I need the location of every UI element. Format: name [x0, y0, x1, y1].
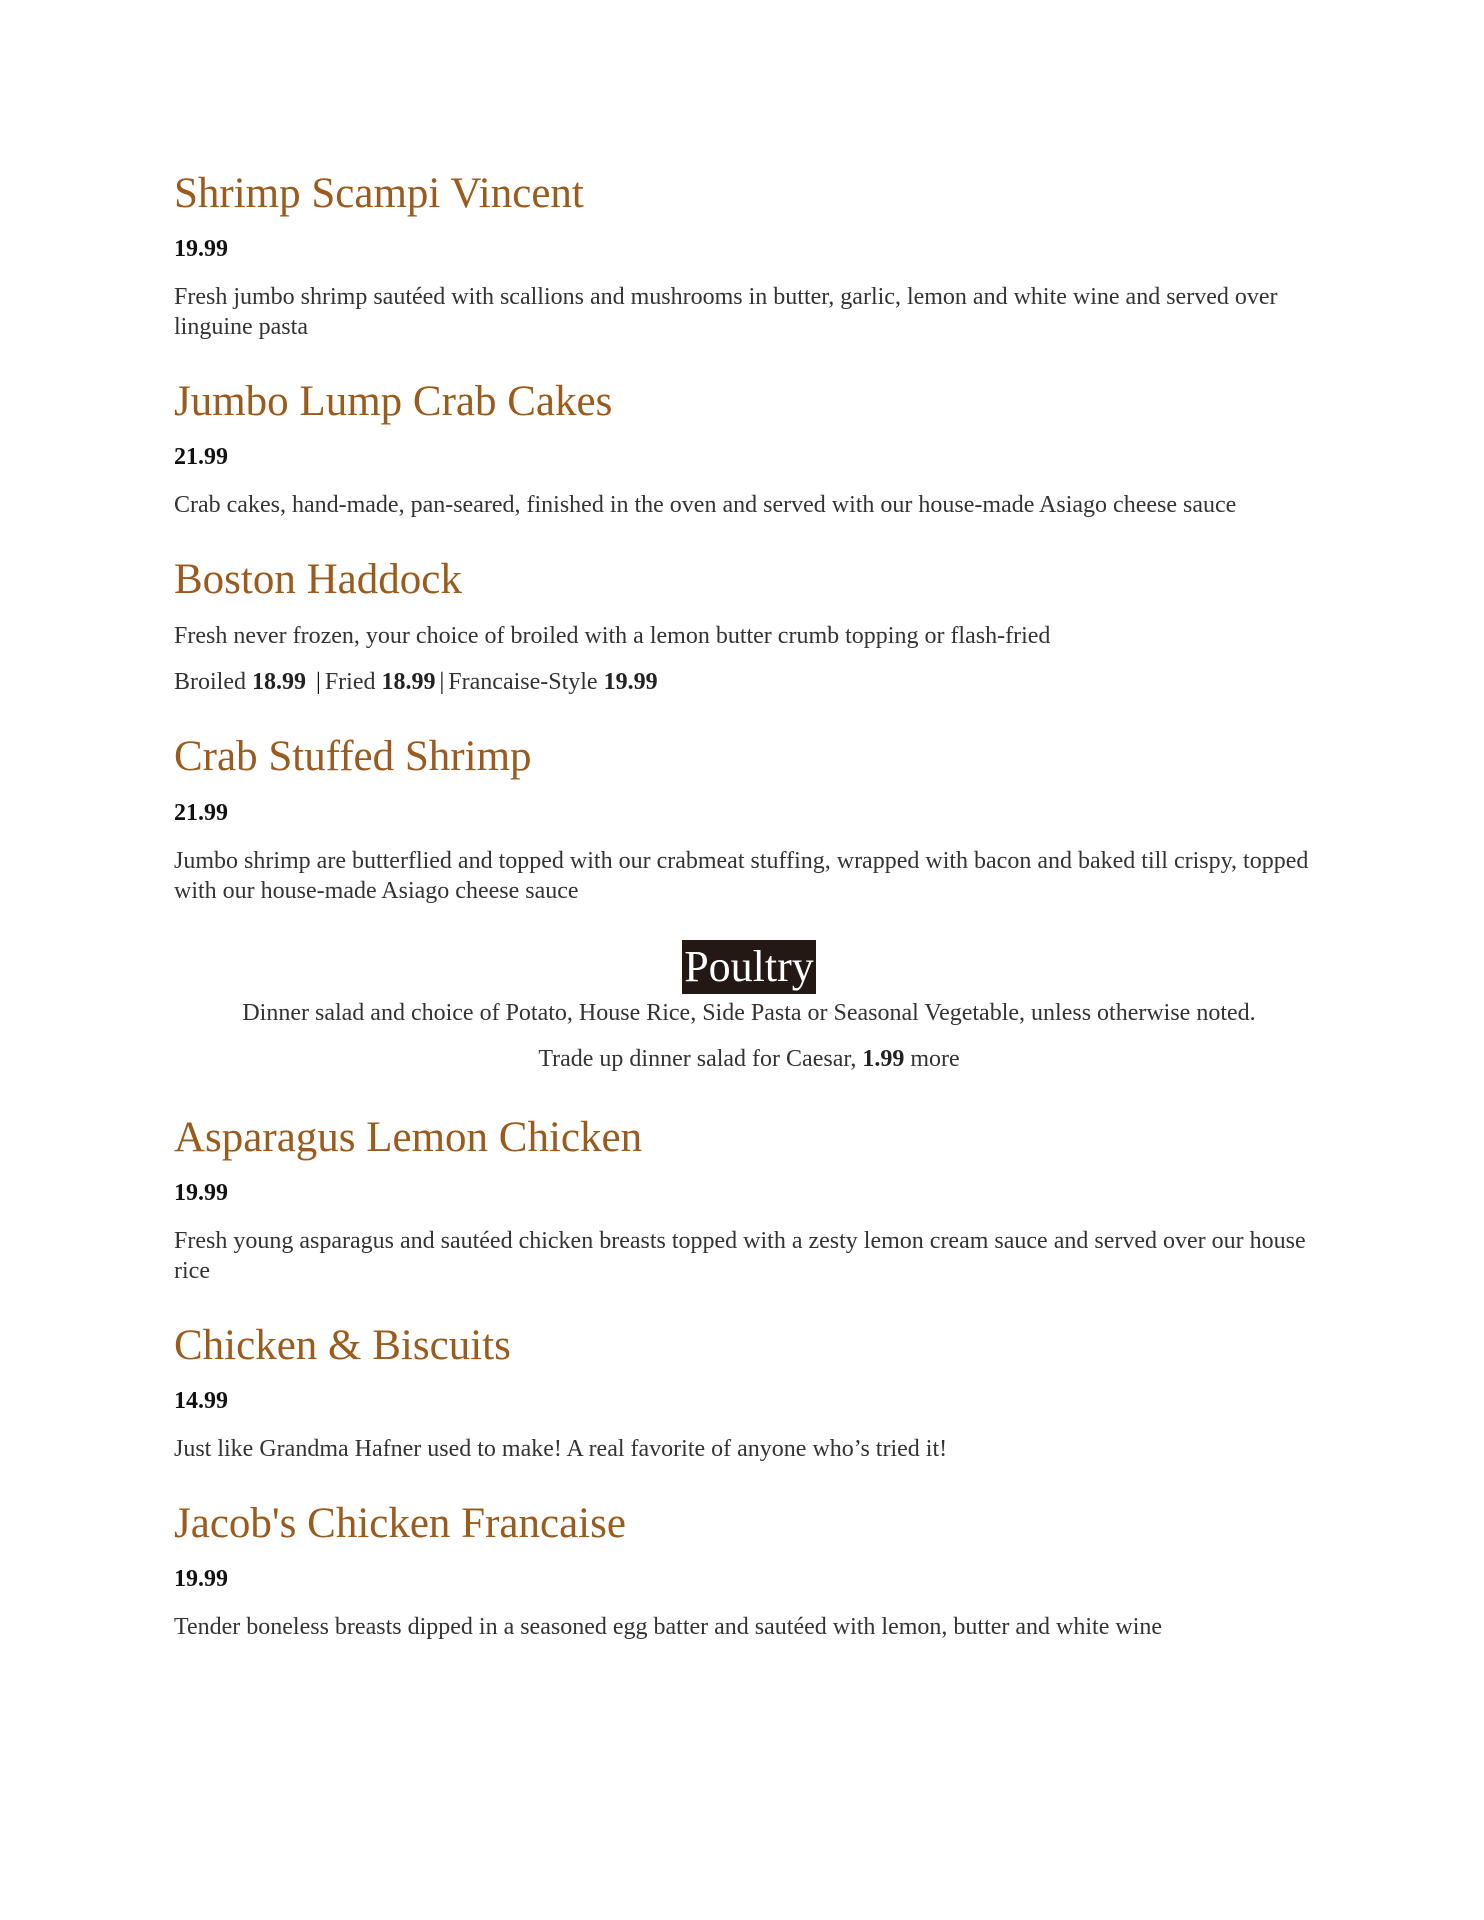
option-label-broiled: Broiled	[174, 669, 246, 696]
section-note: Dinner salad and choice of Potato, House Rice, Side Pasta or Seasonal Vegetable, unless otherwise noted.	[242, 999, 1256, 1026]
price-separator: |	[439, 669, 445, 696]
dish-description: Tender boneless breasts dipped in a seasoned egg batter and sautéed with lemon, butter and white wine	[174, 1613, 1163, 1640]
tradeup-price: 1.99	[862, 1045, 905, 1072]
option-price-francaise: 19.99	[603, 669, 658, 696]
dish-description: Fresh young asparagus and sautéed chicken breasts topped with a zesty lemon cream sauce and served over our house rice	[174, 1227, 1306, 1284]
tradeup-prefix: Trade up dinner salad for Caesar,	[538, 1045, 857, 1072]
dish-description: Fresh jumbo shrimp sautéed with scallions and mushrooms in butter, garlic, lemon and white wine and served over linguine pasta	[174, 284, 1278, 341]
dish-title: Shrimp Scampi Vincent	[174, 170, 584, 217]
tradeup-suffix: more	[910, 1045, 960, 1072]
menu-item-boston-haddock	[174, 556, 1324, 697]
menu-item-chicken-biscuits	[174, 1322, 1324, 1464]
menu-item-asparagus-lemon-chicken	[174, 1114, 1324, 1286]
option-label-francaise: Francaise-Style	[448, 669, 598, 696]
dish-price: 19.99	[174, 1566, 228, 1593]
menu-item-crab-stuffed-shrimp	[174, 733, 1324, 905]
dish-title: Jumbo Lump Crab Cakes	[174, 378, 613, 426]
dish-description: Just like Grandma Hafner used to make! A real favorite of anyone who’s tried it!	[174, 1435, 948, 1462]
menu-item-crab-cakes	[174, 378, 1324, 520]
menu-item-shrimp-scampi	[174, 170, 1324, 342]
dish-description: Crab cakes, hand-made, pan-seared, finished in the oven and served with our house-made Asiago cheese sauce	[174, 492, 1237, 519]
dish-description: Fresh never frozen, your choice of broiled with a lemon butter crumb topping or flash-fried	[174, 623, 1051, 650]
dish-title: Chicken & Biscuits	[174, 1321, 511, 1369]
dish-price: 19.99	[174, 1179, 228, 1206]
dish-title: Boston Haddock	[174, 556, 462, 604]
menu-page	[174, 170, 1324, 1678]
dish-title: Asparagus Lemon Chicken	[174, 1113, 643, 1161]
dish-price: 21.99	[174, 444, 228, 471]
menu-item-chicken-francaise	[174, 1500, 1324, 1642]
dish-title: Crab Stuffed Shrimp	[174, 733, 532, 781]
price-separator: |	[316, 669, 321, 696]
dish-title: Jacob's Chicken Francaise	[174, 1499, 626, 1547]
tradeup-note	[174, 1044, 1324, 1074]
dish-description: Jumbo shrimp are butterflied and topped with our crabmeat stuffing, wrapped with bacon and baked till crispy, topped with our house-made Asiago cheese sauce	[174, 847, 1309, 904]
poultry-section-header	[174, 940, 1324, 994]
option-price-broiled: 18.99	[252, 669, 306, 696]
dish-price: 21.99	[174, 799, 228, 826]
option-price-fried: 18.99	[381, 669, 436, 696]
option-label-fried: Fried	[324, 669, 376, 696]
dish-price: 19.99	[174, 236, 228, 263]
section-title: Poultry	[682, 940, 816, 994]
haddock-price-options	[174, 667, 1324, 697]
dish-price: 14.99	[174, 1387, 228, 1414]
